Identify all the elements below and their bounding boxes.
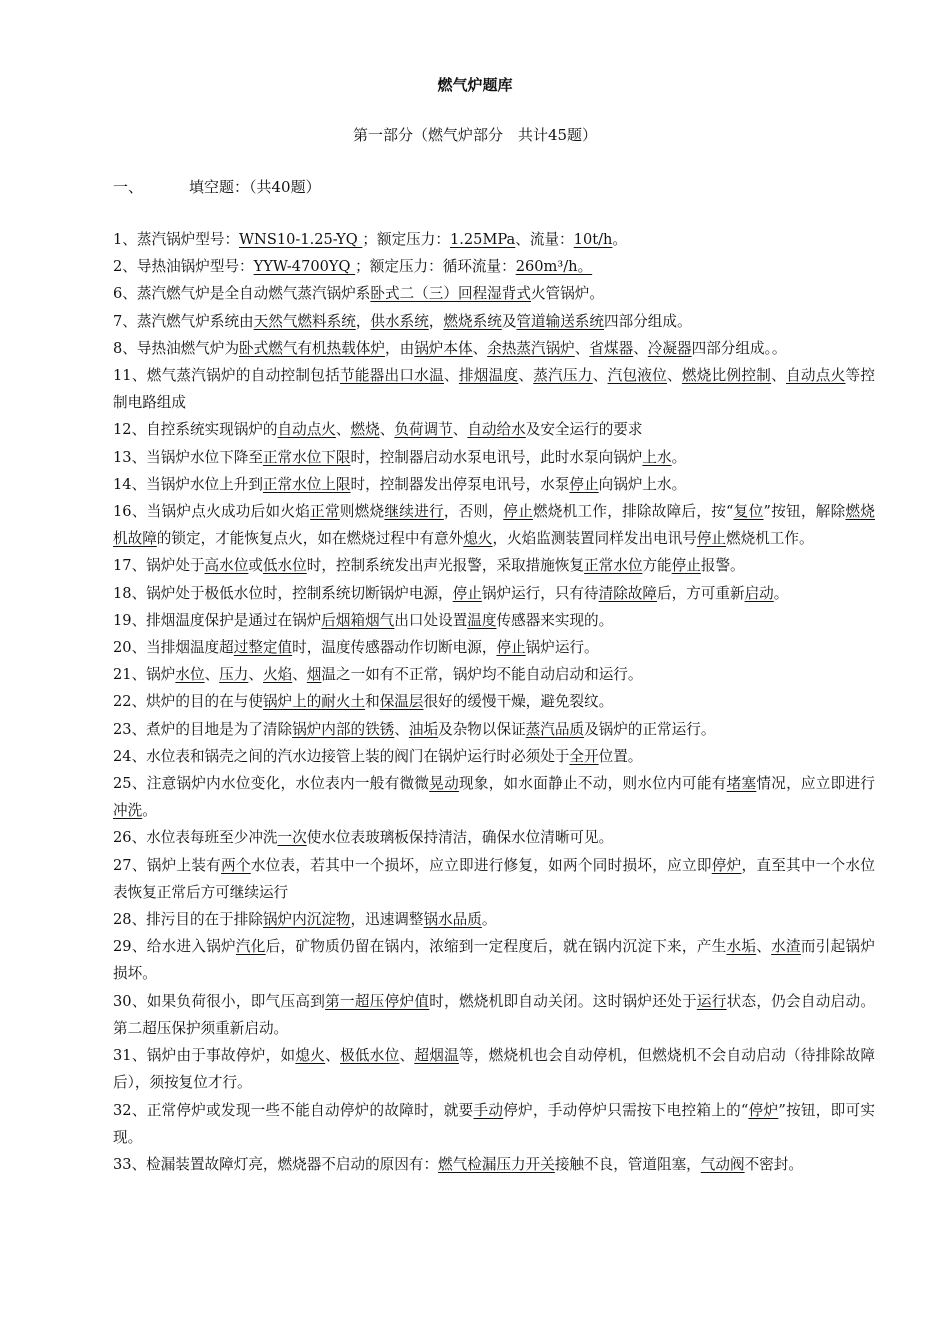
question-text: ；额定压力：: [362, 231, 450, 248]
answer-blank: 冲洗: [113, 802, 143, 820]
question-text: 1、蒸汽锅炉型号：: [113, 231, 240, 248]
answer-blank: 停止: [671, 557, 701, 575]
question-item: [113, 1151, 875, 1178]
question-text: 接触不良，管道阻塞，: [554, 1155, 701, 1173]
question-text: 使水位表玻璃板保持清洁，确保水位清晰可见。: [306, 829, 614, 847]
answer-blank: 锅炉内部的铁锈: [292, 720, 395, 738]
question-text: 8、导热油燃气炉为: [113, 339, 240, 357]
answer-blank: 锅炉上的耐火土: [262, 693, 366, 711]
question-text: 出口处设置: [394, 611, 468, 629]
answer-blank: 余热蒸汽锅炉: [487, 339, 575, 357]
question-text: 方能: [642, 557, 672, 575]
question-text: 、流量：: [515, 231, 574, 248]
question-text: 情况，应立即进行: [756, 775, 875, 793]
question-text: 。: [773, 584, 789, 602]
answer-blank: 燃烧系统: [443, 312, 502, 330]
question-text: 25、注意锅炉内水位变化，水位表内一般有微微: [113, 775, 430, 793]
answer-blank: YYW-4700YQ: [253, 258, 356, 276]
question-text: 很好的缓慢干燥，避免裂纹。: [423, 693, 614, 711]
question-text: 12、自控系统实现锅炉的: [113, 421, 278, 439]
answer-blank: 晃动: [429, 775, 459, 793]
question-text: 28、排污目的在于排除: [113, 911, 263, 929]
question-text: 、: [472, 339, 488, 357]
answer-blank: 卧式燃气有机热载体炉: [239, 339, 385, 357]
question-text: 19、排烟温度保护是通过在锅炉: [113, 611, 322, 629]
question-text: 、: [633, 339, 648, 357]
question-text: ”按钮，解除: [763, 503, 846, 521]
question-item: [113, 933, 875, 987]
answer-blank: 节能器出口水温: [339, 367, 445, 385]
question-text: 29、给水进入锅炉: [113, 938, 236, 956]
answer-blank: 正常水位: [584, 557, 643, 575]
answer-blank: 正常水位下限: [262, 448, 351, 466]
section-number: 一、: [113, 178, 144, 196]
question-text: 则燃烧: [339, 503, 385, 521]
question-item: [113, 743, 875, 770]
question-text: 、: [574, 339, 590, 357]
question-text: 32、正常停炉或发现一些不能自动停炉的故障时，就要: [113, 1101, 474, 1119]
question-text: 2、导热油锅炉型号：: [113, 258, 254, 276]
question-text: 温之一如有不正常，锅炉均不能自动启动和运行。: [321, 666, 643, 684]
question-text: 24、水位表和锅壳之间的汽水边接管上装的阀门在锅炉运行时必须处于: [113, 747, 570, 765]
section-title: 填空题：（共40题）: [189, 178, 321, 196]
answer-blank: 冷凝器: [647, 339, 692, 357]
question-text: ”按钮，即可实现。: [113, 1101, 875, 1146]
question-text: 。: [671, 448, 687, 466]
answer-blank: 正常: [310, 503, 340, 521]
question-text: 水位表，若其中一个损坏，应立即进行修复，如两个同时损坏，应立即: [250, 856, 712, 874]
question-text: 13、当锅炉水位下降至: [113, 448, 263, 466]
question-item: [113, 634, 875, 661]
question-text: 31、锅炉由于事故停炉，如: [113, 1047, 296, 1065]
answer-blank: 高水位: [204, 557, 249, 575]
question-text: 时，控制器启动水泵电讯号，此时水泵向锅炉: [350, 448, 643, 466]
question-item: [113, 1097, 875, 1151]
question-text: 状态，仍会自动启动。第二超压保护须重新启动。: [113, 992, 875, 1037]
question-text: 、: [518, 367, 534, 385]
question-text: 而引起锅炉损坏。: [113, 938, 875, 983]
question-text: 报警。: [700, 557, 745, 575]
answer-blank: 水垢: [726, 938, 757, 956]
question-text: 及安全运行的要求: [525, 421, 643, 439]
question-text: 。: [142, 802, 157, 820]
answer-blank: 管道输送系统: [516, 312, 604, 330]
question-text: 26、水位表每班至少冲洗: [113, 829, 278, 847]
question-text: 的锁定，才能恢复点火，如在燃烧过程中有意外: [156, 530, 464, 548]
question-text: 33、检漏装置故障灯亮，燃烧器不启动的原因有：: [113, 1155, 439, 1173]
answer-blank: 锅炉本体: [414, 339, 473, 357]
question-text: 位置。: [598, 747, 643, 765]
question-text: 不密封。: [744, 1155, 803, 1173]
question-text: 时，控制器发出停泵电讯号，水泵: [350, 475, 570, 493]
question-item: [113, 362, 875, 416]
question-text: 现象，如水面静止不动，则水位内可能有: [458, 775, 727, 793]
answer-blank: 停止: [503, 503, 533, 521]
answer-blank: 熄火: [463, 530, 493, 548]
question-text: 。: [481, 911, 497, 929]
question-text: 20、当排烟温度超: [113, 639, 234, 657]
answer-blank: 熄火: [295, 1047, 326, 1065]
question-text: 及: [501, 312, 517, 330]
answer-blank: 负荷调节: [394, 421, 453, 439]
question-text: 14、当锅炉水位上升到: [113, 475, 263, 493]
question-text: 22、烘炉的目的在与使: [113, 693, 263, 711]
question-text: 锅炉运行，只有待: [481, 584, 599, 602]
question-item: [113, 335, 875, 362]
answer-blank: 压力: [219, 666, 249, 684]
question-text: 30、如果负荷很小，即气压高到: [113, 992, 326, 1010]
question-text: 、: [399, 1047, 415, 1065]
question-text: 燃烧机工作，排除故障后，按“: [532, 503, 734, 521]
question-text: 16、当锅炉点火成功后如火焰: [113, 503, 311, 521]
question-item: [113, 444, 875, 471]
answer-blank: 蒸汽压力: [533, 367, 593, 385]
question-text: 后，矿物质仍留在锅内，浓缩到一定程度后，就在锅内沉淀下来，产生: [265, 938, 727, 956]
question-text: 18、锅炉处于极低水位时，控制系统切断锅炉电源，: [113, 584, 453, 602]
answer-blank: 继续进行: [384, 503, 444, 521]
question-item: [113, 280, 875, 307]
answer-blank: 燃烧比例控制: [681, 367, 772, 385]
question-text: 等，燃烧机也会自动停机，但燃烧机不会自动启动（待排除故障后），须按复位才行。: [113, 1047, 875, 1092]
answer-blank: 油垢: [408, 720, 439, 738]
question-item: [113, 988, 875, 1042]
question-text: 23、煮炉的目地是为了清除: [113, 720, 293, 738]
answer-blank: 10t/h: [573, 231, 613, 248]
answer-blank: 复位: [733, 503, 764, 521]
question-text: ，迅速调整: [350, 911, 424, 929]
answer-blank: 水位: [175, 666, 205, 684]
question-item: [113, 498, 875, 552]
question-text: 、: [292, 666, 307, 684]
answer-blank: 启动: [744, 584, 774, 602]
question-text: 6、蒸汽燃气炉是全自动燃气蒸汽锅炉系: [113, 285, 371, 303]
answer-blank: 保温层: [379, 693, 424, 711]
answer-blank: 运行: [696, 992, 727, 1010]
answer-blank: 260m³/h。: [515, 258, 593, 276]
answer-blank: 锅炉内沉淀物: [262, 911, 351, 929]
answer-blank: 停止: [496, 639, 526, 657]
answer-blank: 自动点火: [786, 367, 846, 385]
answer-blank: WNS10-1.25-YQ: [239, 231, 363, 248]
answer-blank: 自动给水: [467, 421, 526, 439]
answer-blank: 水渣: [771, 938, 801, 956]
question-text: 、: [248, 666, 263, 684]
answer-blank: 后烟箱烟气: [321, 611, 395, 629]
answer-blank: 停止: [696, 530, 727, 548]
answer-blank: 烟: [306, 666, 322, 684]
answer-blank: 两个: [221, 856, 251, 874]
question-text: 、: [379, 421, 395, 439]
question-text: 传感器来实现的。: [496, 611, 614, 629]
answer-blank: 停止: [452, 584, 482, 602]
question-text: 、: [592, 367, 608, 385]
answer-blank: 自动点火: [277, 421, 336, 439]
answer-blank: 上水: [642, 448, 672, 466]
question-item: [113, 661, 875, 688]
question-text: 等控制电路组成: [113, 367, 875, 412]
question-text: ；额定压力：循环流量：: [355, 258, 516, 276]
question-text: 、: [667, 367, 682, 385]
answer-blank: 卧式二（三）回程湿背式: [370, 285, 531, 303]
question-text: 后，方可重新: [657, 584, 745, 602]
answer-blank: 蒸汽品质: [525, 720, 585, 738]
answer-blank: 一次: [277, 829, 307, 847]
question-text: 、: [756, 938, 772, 956]
question-item: [113, 607, 875, 634]
answer-blank: 燃气检漏压力开关: [438, 1155, 555, 1173]
document-subtitle: 第一部分（燃气炉部分 共计45题）: [352, 126, 598, 144]
answer-blank: 气动阀: [700, 1155, 745, 1173]
question-text: 、: [444, 367, 459, 385]
answer-blank: 温度: [467, 611, 497, 629]
question-text: 、: [394, 720, 409, 738]
question-text: 、: [452, 421, 468, 439]
answer-blank: 第一超压停炉值: [325, 992, 430, 1010]
question-item: [113, 906, 875, 933]
question-text: 、: [771, 367, 786, 385]
question-text: ，直至其中一个水位表恢复正常后方可继续运行: [113, 856, 875, 901]
answer-blank: 天然气燃料系统: [253, 312, 356, 330]
question-text: 时，燃烧机即自动关闭。这时锅炉还处于: [429, 992, 697, 1010]
answer-blank: 过整定值: [233, 639, 293, 657]
question-text: 11、燃气蒸汽锅炉的自动控制包括: [113, 367, 340, 385]
question-item: [113, 471, 875, 498]
question-text: ，: [355, 312, 371, 330]
question-text: 和: [365, 693, 380, 711]
answer-blank: 停炉: [748, 1101, 779, 1119]
answer-blank: 省煤器: [589, 339, 634, 357]
question-item: [113, 688, 875, 715]
question-text: 或: [248, 557, 263, 575]
answer-blank: 汽化: [235, 938, 266, 956]
answer-blank: 供水系统: [370, 312, 429, 330]
question-text: 燃烧机工作。: [726, 530, 814, 548]
question-item: [113, 1042, 875, 1096]
answer-blank: 燃烧: [350, 421, 380, 439]
answer-blank: 锅水品质: [423, 911, 482, 929]
answer-blank: 超烟温: [414, 1047, 459, 1065]
question-item: [113, 824, 875, 851]
answer-blank: 汽包液位: [607, 367, 668, 385]
question-text: 及杂物以保证: [438, 720, 526, 738]
question-item: [113, 580, 875, 607]
answer-blank: 低水位: [262, 557, 307, 575]
question-text: ，火焰监测装置同样发出电讯号: [492, 530, 697, 548]
answer-blank: 排烟温度: [458, 367, 519, 385]
question-text: 时，控制系统发出声光报警，采取措施恢复: [306, 557, 585, 575]
question-text: ，否则，: [443, 503, 504, 521]
question-item: [113, 226, 875, 253]
question-item: [113, 770, 875, 824]
question-text: 向锅炉上水。: [598, 475, 687, 493]
question-text: 21、锅炉: [113, 666, 176, 684]
question-text: ，由: [385, 339, 415, 357]
answer-blank: 停止: [569, 475, 599, 493]
answer-blank: 正常水位上限: [262, 475, 351, 493]
question-item: [113, 253, 875, 280]
question-text: 四部分组成。: [604, 312, 692, 330]
question-text: 时，温度传感器动作切断电源，: [292, 639, 497, 657]
question-text: 27、锅炉上装有: [113, 856, 222, 874]
question-text: 、: [204, 666, 220, 684]
question-text: 7、蒸汽燃气炉系统由: [113, 312, 254, 330]
answer-blank: 1.25MPa: [449, 231, 516, 248]
question-text: 停炉，手动停炉只需按下电控箱上的“: [503, 1101, 749, 1119]
question-text: 四部分组成。。: [691, 339, 787, 357]
answer-blank: 停炉: [711, 856, 742, 874]
question-text: 、: [325, 1047, 340, 1065]
answer-blank: 手动: [473, 1101, 504, 1119]
question-text: 及锅炉的正常运行。: [584, 720, 716, 738]
question-list: [113, 226, 875, 1178]
answer-blank: 堵塞: [726, 775, 757, 793]
answer-blank: 火焰: [262, 666, 293, 684]
question-text: 火管锅炉。: [530, 285, 604, 303]
section-heading: [113, 176, 321, 197]
question-text: ，: [428, 312, 444, 330]
question-item: [113, 552, 875, 579]
answer-blank: 清除故障: [598, 584, 657, 602]
answer-blank: 燃烧机故障: [113, 503, 875, 548]
question-item: [113, 716, 875, 743]
question-text: 17、锅炉处于: [113, 557, 205, 575]
answer-blank: 全开: [569, 747, 599, 765]
question-text: 。: [612, 231, 628, 248]
question-item: [113, 416, 875, 443]
document-title: 燃气炉题库: [437, 76, 513, 94]
answer-blank: 极低水位: [340, 1047, 400, 1065]
question-text: 锅炉运行。: [525, 639, 599, 657]
question-item: [113, 852, 875, 906]
question-text: 、: [335, 421, 351, 439]
question-item: [113, 308, 875, 335]
